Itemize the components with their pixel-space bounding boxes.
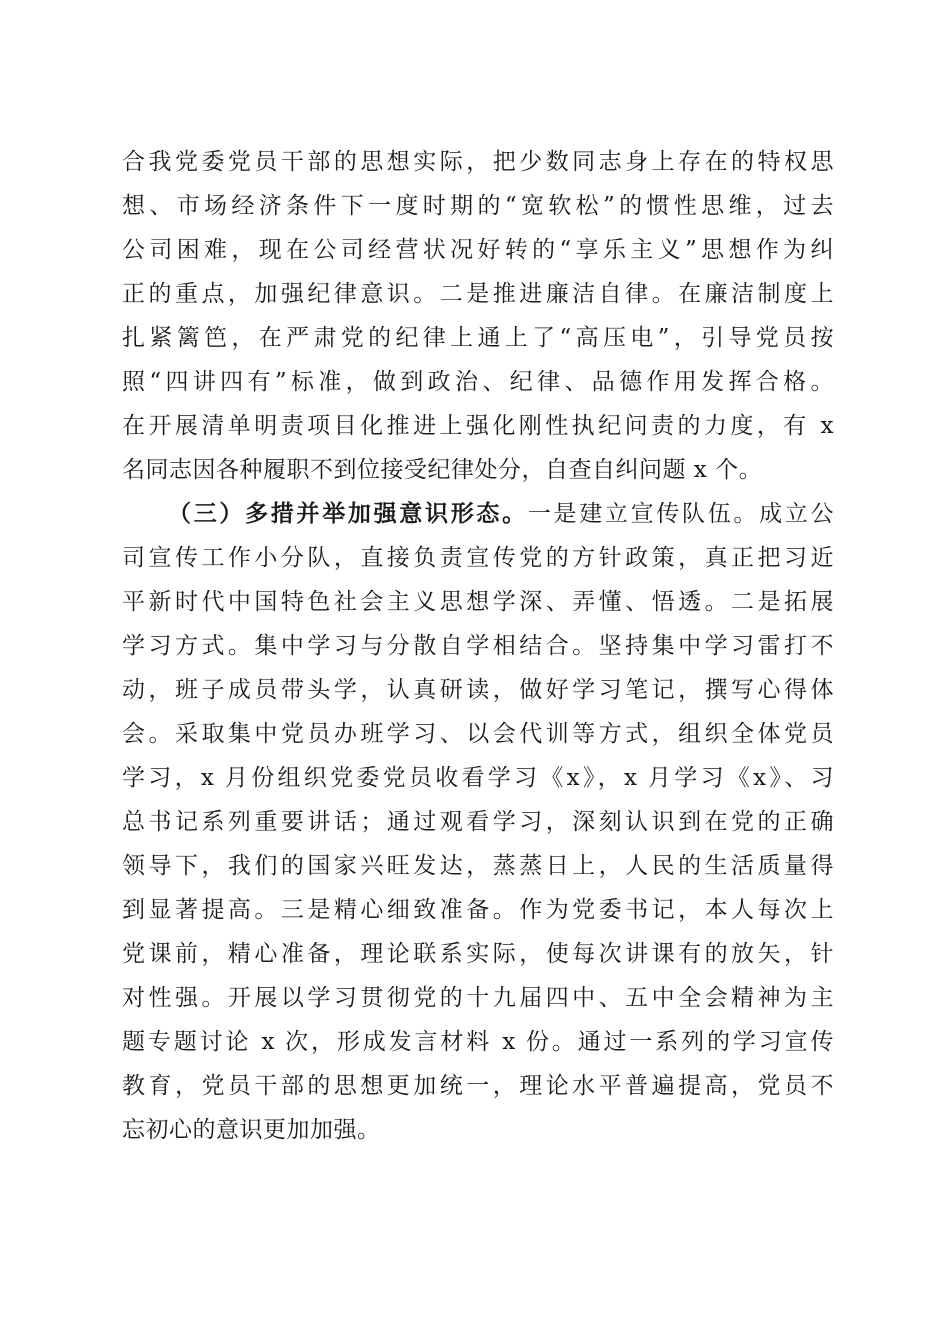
text-line [122,492,834,536]
section-heading: （三）多措并举加强意识形态。 [168,500,528,527]
text-line: 公司困难，现在公司经营状况好转的“享乐主义”思想作为纠 [122,237,834,263]
text-line: 忘初心的意识更加加强。 [122,1117,381,1143]
text-line: 学习，x 月份组织党委党员收看学习《x》，x 月学习《x》、习 [122,765,834,791]
text-line: 合我党委党员干部的思想实际，把少数同志身上存在的特权思 [122,149,834,175]
text-line: 动，班子成员带头学，认真研读，做好学习笔记，撰写心得体 [122,677,834,703]
text-line: 平新时代中国特色社会主义思想学深、弄懂、悟透。二是拓展 [122,589,834,615]
text-span: 一是建立宣传队伍。成立公 [527,501,835,527]
text-line: 题专题讨论 x 次，形成发言材料 x 份。通过一系列的学习宣传 [122,1029,834,1055]
text-line: 扎紧篱笆，在严肃党的纪律上通上了“高压电”，引导党员按 [122,325,834,351]
text-line: 会。采取集中党员办班学习、以会代训等方式，组织全体党员 [122,721,834,747]
text-line: 司宣传工作小分队，直接负责宣传党的方针政策，真正把习近 [122,545,834,571]
text-line: 学习方式。集中学习与分散自学相结合。坚持集中学习雷打不 [122,633,834,659]
body-text [122,140,834,1152]
text-line: 党课前，精心准备，理论联系实际，使每次讲课有的放矢，针 [122,941,834,967]
text-line: 照“四讲四有”标准，做到政治、纪律、品德作用发挥合格。 [122,369,834,395]
text-line: 名同志因各种履职不到位接受纪律处分，自查自纠问题 x 个。 [122,457,763,483]
text-line: 正的重点，加强纪律意识。二是推进廉洁自律。在廉洁制度上 [122,281,834,307]
text-line: 想、市场经济条件下一度时期的“宽软松”的惯性思维，过去 [122,193,834,219]
text-line: 在开展清单明责项目化推进上强化刚性执纪问责的力度，有 x [122,413,834,439]
text-line: 领导下，我们的国家兴旺发达，蒸蒸日上，人民的生活质量得 [122,853,834,879]
text-line: 总书记系列重要讲话；通过观看学习，深刻认识到在党的正确 [122,809,834,835]
text-line: 到显著提高。三是精心细致准备。作为党委书记，本人每次上 [122,897,834,923]
paragraph-1 [122,140,834,492]
paragraph-2 [122,492,834,1152]
text-line: 对性强。开展以学习贯彻党的十九届四中、五中全会精神为主 [122,985,834,1011]
text-line: 教育，党员干部的思想更加统一，理论水平普遍提高，党员不 [122,1073,834,1099]
